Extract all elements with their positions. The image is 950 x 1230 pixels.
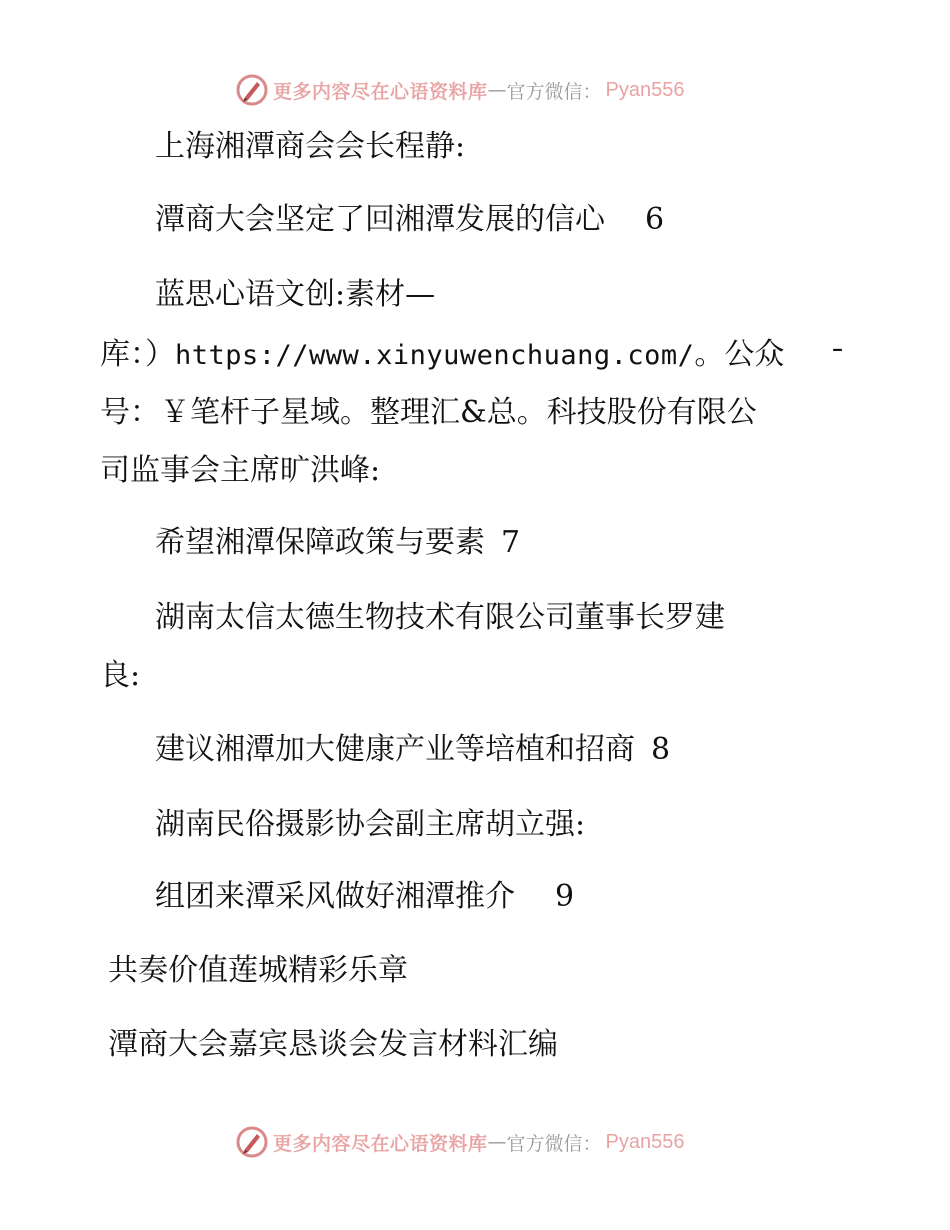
toc-entry [155,877,574,917]
header-banner [0,70,950,110]
toc-page-number: 8 [651,732,671,767]
banner-dash: — [487,79,507,101]
watermark-line: 蓝思心语文创:素材— [155,277,436,312]
toc-speaker-line: 司监事会主席旷洪峰: [100,453,381,488]
toc-page-number: 9 [555,879,575,914]
toc-entry-title: 潭商大会坚定了回湘潭发展的信心 [155,202,605,237]
footer-banner [0,1122,950,1162]
section-heading: 共奏价值莲城精彩乐章 [108,953,408,988]
pen-logo-icon [235,1125,269,1159]
macron-mark: ¯ [830,344,845,379]
wechat-label: 官方微信： [506,80,602,103]
brand-text: 更多内容尽在心语资料库 [273,1132,488,1155]
website-url: https://www.xinyuwenchuang.com/ [175,340,695,371]
brand-text: 更多内容尽在心语资料库 [273,80,488,103]
ku-prefix: 库：） [100,337,175,372]
toc-entry-title: 建议湘潭加大健康产业等培植和招商 [155,732,635,767]
banner-dash: — [487,1131,507,1153]
toc-speaker-line-cont: 良: [100,658,141,693]
toc-entry [155,200,664,240]
wechat-id: Pyan556 [605,78,685,101]
watermark-account-line: 号：￥笔杆子星域。整理汇&总。科技股份有限公 [100,395,757,430]
toc-entry [155,523,520,563]
wechat-label: 官方微信： [506,1132,602,1155]
toc-entry-title: 希望湘潭保障政策与要素 [155,525,485,560]
toc-entry [155,730,670,770]
toc-page-number: 6 [645,202,665,237]
toc-speaker-line: 湖南民俗摄影协会副主席胡立强: [155,807,586,842]
gongzhong-text: 。公众 [694,337,785,372]
toc-entry-title: 组团来潭采风做好湘潭推介 [155,879,515,914]
toc-page-number: 7 [501,525,521,560]
wechat-id: Pyan556 [605,1130,685,1153]
pen-logo-icon [235,73,269,107]
watermark-url-line [100,335,784,376]
section-heading: 潭商大会嘉宾恳谈会发言材料汇编 [108,1027,558,1062]
toc-speaker-line: 湖南太信太德生物技术有限公司董事长罗建 [155,600,725,635]
toc-speaker-line: 上海湘潭商会会长程静: [155,129,466,164]
